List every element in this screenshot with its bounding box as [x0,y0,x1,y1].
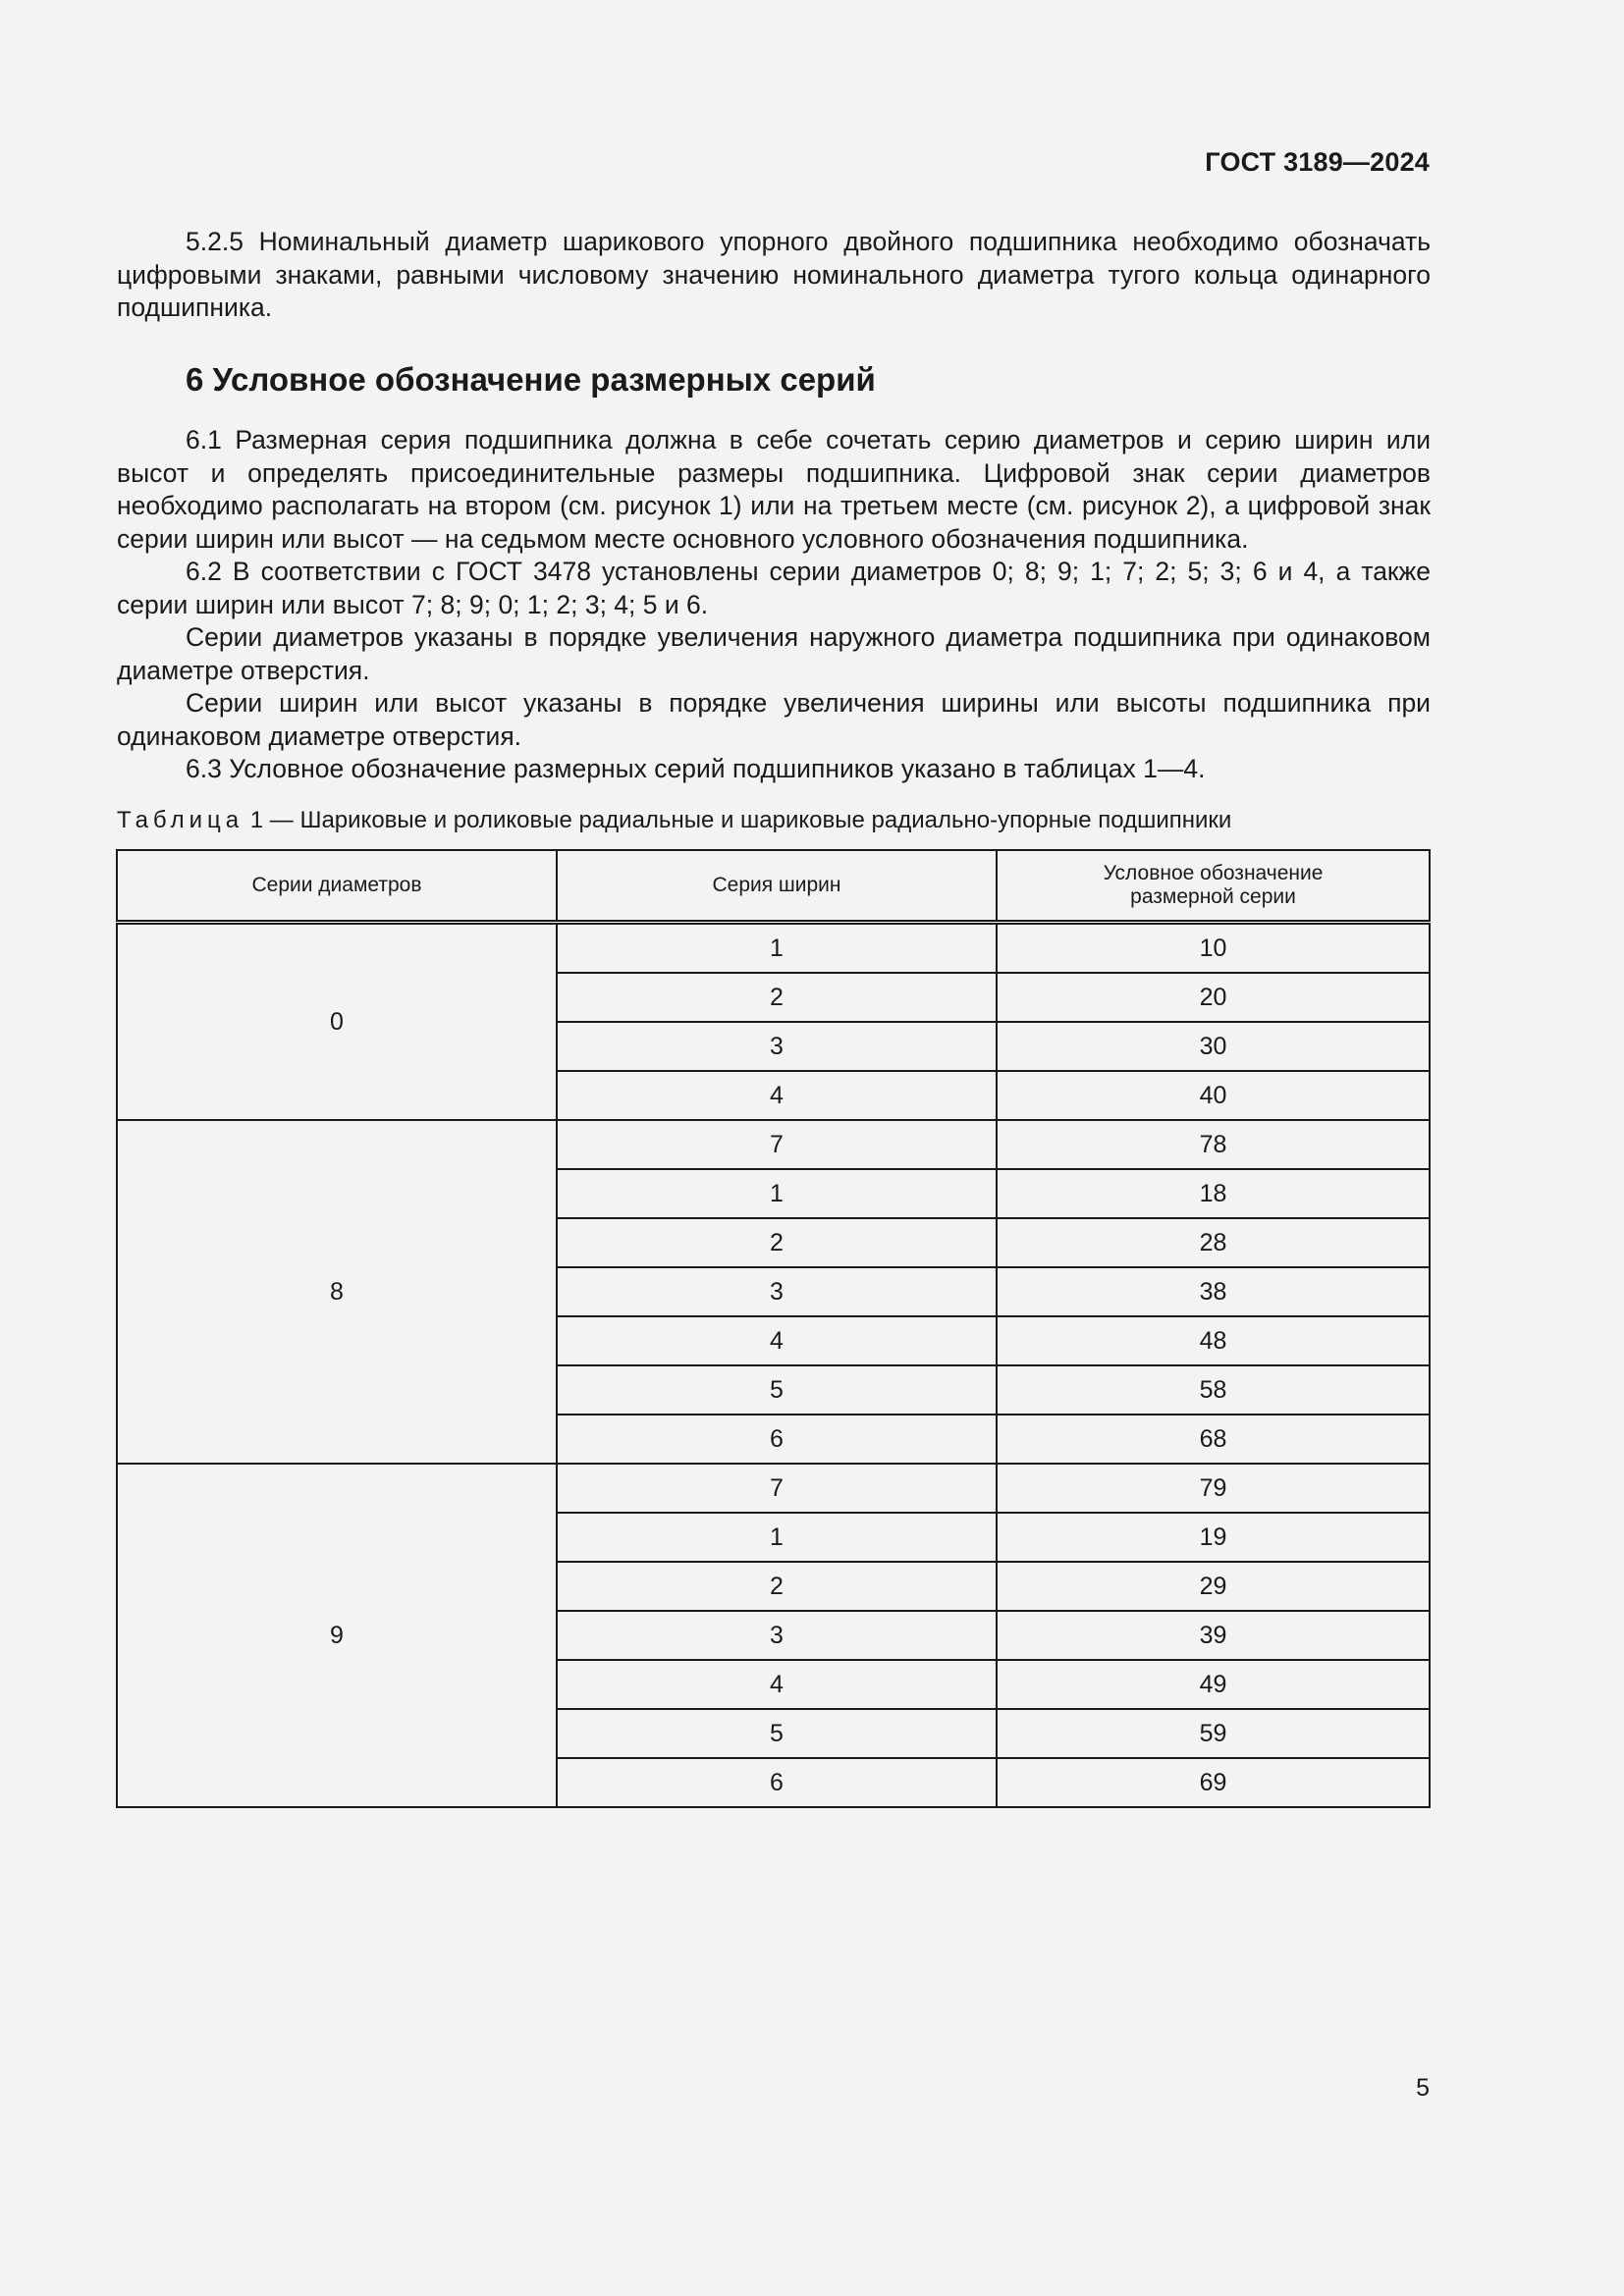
table-caption-word: Таблица [117,807,244,833]
paragraph: 5.2.5 Номинальный диаметр шарикового упорного двойного подшипника необходимо обозначать цифровыми знаками, равными числовому значению номинального диаметра тугого кольца одинарного подшипника. [117,227,1431,322]
paragraph: 6.2 В соответствии с ГОСТ 3478 установлены серии диаметров 0; 8; 9; 1; 7; 2; 5; 3; 6 и 4, а также серии ширин или высот 7; 8; 9; 0; 1; 2; 3; 4; 5 и 6. [117,557,1431,619]
designation-cell: 38 [997,1267,1430,1316]
paragraph: 6.1 Размерная серия подшипника должна в себе сочетать серию диаметров и серию ширин или высот и определять присоединительные размеры подшипника. Цифровой знак серии диаметров необходимо располагать на втором (см. рисунок 1) или на третьем месте (см. рисунок 2), а цифровой знак серии ширин или высот — на седьмом месте основного условного обозначения подшипника. [117,425,1431,554]
table-caption-text: 1 — Шариковые и роликовые радиальные и шариковые радиально-упорные подшипники [244,807,1232,833]
width-series-cell: 6 [557,1758,997,1807]
width-series-cell: 3 [557,1267,997,1316]
width-series-cell: 2 [557,1218,997,1267]
header-diameter-series: Серии диаметров [117,850,557,923]
designation-cell: 29 [997,1562,1430,1611]
designation-cell: 39 [997,1611,1430,1660]
width-series-cell: 7 [557,1120,997,1169]
width-series-cell: 3 [557,1611,997,1660]
designation-cell: 19 [997,1513,1430,1562]
header-width-series: Серия ширин [557,850,997,923]
table-row [117,1120,1430,1169]
designation-cell: 49 [997,1660,1430,1709]
designation-cell: 59 [997,1709,1430,1758]
diameter-series-cell: 9 [117,1464,557,1807]
paragraph: 6.3 Условное обозначение размерных серий подшипников указано в таблицах 1—4. [186,754,1206,783]
diameter-series-cell: 8 [117,1120,557,1464]
table-row [117,1464,1430,1513]
designation-cell: 69 [997,1758,1430,1807]
width-series-cell: 7 [557,1464,997,1513]
page-number: 5 [1416,2074,1430,2102]
paragraph: Серии диаметров указаны в порядке увеличения наружного диаметра подшипника при одинаковом диаметре отверстия. [117,622,1431,685]
table-row [117,923,1430,974]
designation-cell: 18 [997,1169,1430,1218]
table-body [117,923,1430,1808]
header-designation-text: Условное обозначение размерной серии [1103,862,1324,908]
width-series-cell: 1 [557,1169,997,1218]
width-series-cell: 4 [557,1071,997,1120]
width-series-cell: 2 [557,1562,997,1611]
paragraph: Серии ширин или высот указаны в порядке увеличения ширины или высоты подшипника при одинаковом диаметре отверстия. [117,688,1431,751]
width-series-cell: 1 [557,1513,997,1562]
width-series-cell: 1 [557,923,997,974]
designation-cell: 58 [997,1365,1430,1415]
width-series-cell: 3 [557,1022,997,1071]
designation-cell: 68 [997,1415,1430,1464]
dimension-series-table [116,849,1431,1808]
diameter-series-cell: 0 [117,923,557,1121]
width-series-cell: 4 [557,1316,997,1365]
designation-cell: 48 [997,1316,1430,1365]
width-series-cell: 2 [557,973,997,1022]
designation-cell: 28 [997,1218,1430,1267]
designation-cell: 78 [997,1120,1430,1169]
section-body [117,424,1431,786]
width-series-cell: 5 [557,1365,997,1415]
width-series-cell: 5 [557,1709,997,1758]
standard-code: ГОСТ 3189—2024 [1205,147,1430,177]
designation-cell: 10 [997,923,1430,974]
designation-cell: 20 [997,973,1430,1022]
table-caption [117,807,1231,834]
clause-5-2-5 [117,226,1431,325]
designation-cell: 40 [997,1071,1430,1120]
width-series-cell: 6 [557,1415,997,1464]
section-title: 6 Условное обозначение размерных серий [186,361,876,398]
designation-cell: 79 [997,1464,1430,1513]
header-designation [997,850,1430,923]
width-series-cell: 4 [557,1660,997,1709]
table-header-row [117,850,1430,923]
designation-cell: 30 [997,1022,1430,1071]
